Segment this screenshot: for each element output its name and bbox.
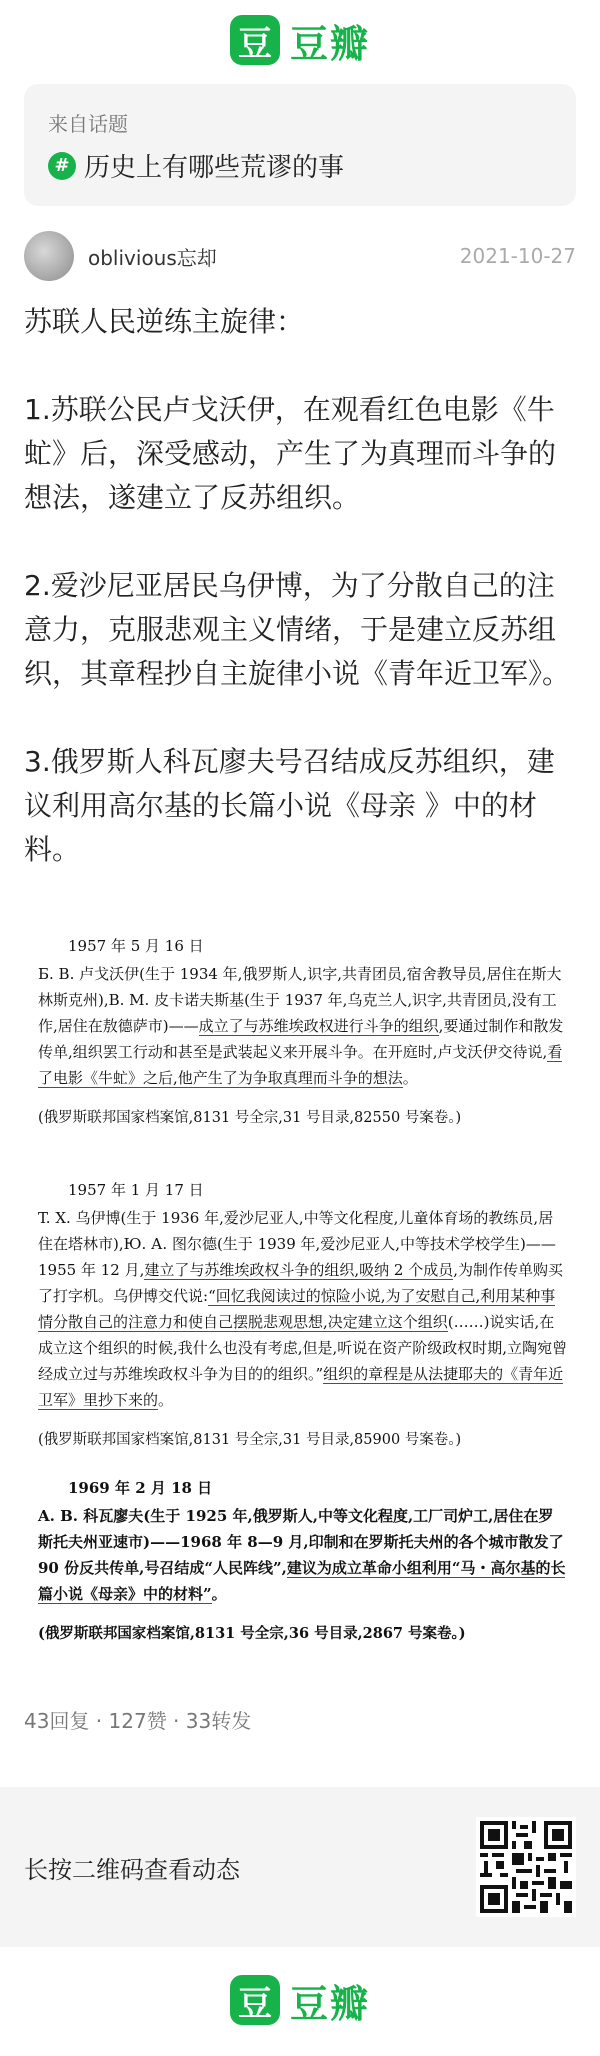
entry-text-part: ,为制作传单购买了打字机。乌伊博交代说: <box>38 1261 563 1305</box>
post-date: 2021-10-27 <box>459 244 576 268</box>
entry-text-part: ,要通过制作和散发传单,组织罢工行动和甚至是武装起义来开展斗争。在开庭时,卢戈沃伊交待说, <box>38 1017 564 1061</box>
topic-from-label: 来自话题 <box>48 112 128 136</box>
entry-text <box>38 1503 568 1607</box>
entry-text <box>38 961 568 1091</box>
brand-name: 豆瓣 <box>289 1981 370 2026</box>
entry-text-part: T. X. 乌伊博(生于 1936 年,爱沙尼亚人,中等文化程度,儿童体育场的教练 <box>38 1209 519 1227</box>
entry-text-part: A. B. 科瓦廖夫(生于 1925 年,俄罗斯人,中等文化程度,工厂司炉工,居住在罗斯托夫州亚速市)——1968 年 8—9 月,印制和在罗斯托夫州的各个城市散发了 90 份反共传单,号召结成“人民阵线”, <box>38 1507 564 1577</box>
post-body <box>24 300 576 916</box>
entry-source: (俄罗斯联邦国家档案馆,8131 号全宗,31 号目录,82550 号案卷。) <box>38 1110 462 1126</box>
top-brand-header <box>0 0 600 80</box>
underlined-text: 建议为成立革命小组利用“马・高尔基的长篇小说《母亲》中的材料” <box>38 1559 566 1603</box>
underlined-text: 成立了与苏维埃政权进行斗争的组织 <box>198 1017 439 1035</box>
entry-source: (俄罗斯联邦国家档案馆,8131 号全宗,36 号目录,2867 号案卷。) <box>38 1625 466 1642</box>
post-paragraph: 2.爱沙尼亚居民乌伊博，为了分散自己的注意力，克服悲观主义情绪，于是建立反苏组织，其章程抄自主旋律小说《青年近卫军》。 <box>24 569 571 690</box>
topic-line[interactable] <box>48 147 552 184</box>
entry-text-part: ,В. М. 皮卡诺夫斯基(生于 1937 年,乌克兰人,识字,共青团员,没有工作,居住在敖德萨市)—— <box>38 991 557 1035</box>
document-entry <box>38 1177 568 1453</box>
entry-text-part: 。 <box>402 1069 418 1087</box>
document-entry <box>38 1475 568 1647</box>
avatar[interactable] <box>24 231 74 281</box>
post-paragraph: 苏联人民逆练主旋律： <box>24 305 305 338</box>
underlined-text: “回忆我阅读过的惊险小说,为了安慰自己,利用某种事情分散自己的注意力和使自己摆脱悲观思想,决定建立这个组织 <box>38 1287 556 1331</box>
entry-text <box>38 1205 568 1413</box>
qr-hint: 长按二维码查看动态 <box>24 1855 240 1884</box>
hashtag-icon: # <box>48 152 76 180</box>
scanned-document-image[interactable] <box>24 925 576 1645</box>
post-paragraph: 1.苏联公民卢戈沃伊，在观看红色电影《牛虻》后，深受感动，产生了为真理而斗争的想法，遂建立了反苏组织。 <box>24 393 557 514</box>
entry-text-part: Б. В. 卢戈沃伊(生于 1934 年,俄罗斯人,识字,共青团员,宿舍教导员,居住在斯大林斯克州) <box>38 965 562 1009</box>
douban-logo-icon: 豆 <box>230 1975 280 2025</box>
qr-section <box>0 1787 600 1947</box>
entry-date: 1969 年 2 月 18 日 <box>68 1479 213 1497</box>
post-paragraph: 3.俄罗斯人科瓦廖夫号召结成反苏组织，建议利用高尔基的长篇小说《母亲 》中的材料。 <box>24 745 555 866</box>
douban-logo-icon: 豆 <box>230 15 280 65</box>
bottom-brand-footer <box>0 1960 600 2040</box>
entry-text-part: (……)说实话,在成立这个组织的时候,我什么也没有考虑,但是,听说在资产阶级政权时期,立陶宛曾经成立过与苏维埃政权斗争为目的的组织。” <box>38 1313 568 1383</box>
entry-text-part: 。 <box>158 1391 174 1409</box>
underlined-text: 组织的章程是从法捷耶夫的《青年近卫军》里抄下来的 <box>38 1365 564 1409</box>
author-row <box>24 230 576 282</box>
topic-card[interactable] <box>24 84 576 206</box>
entry-date: 1957 年 1 月 17 日 <box>68 1181 204 1199</box>
underlined-text: 建立了与苏维埃政权斗争的组织,吸纳 2 个成员 <box>144 1261 454 1279</box>
entry-date: 1957 年 5 月 16 日 <box>68 937 204 955</box>
document-entry <box>38 933 568 1131</box>
author-name[interactable]: oblivious忘却 <box>88 245 217 270</box>
entry-text-part: 员,居住在塔林市),Ю. А. 图尔德(生于 1939 年,爱沙尼亚人,中等技术学校学生)——1955 年 12 月, <box>38 1209 556 1279</box>
brand-name: 豆瓣 <box>289 21 370 66</box>
entry-source: (俄罗斯联邦国家档案馆,8131 号全宗,31 号目录,85900 号案卷。) <box>38 1432 462 1448</box>
underlined-text: 看了电影《牛虻》之后,他产生了为争取真理而斗争的想法 <box>38 1043 563 1087</box>
entry-text-part: 。 <box>211 1585 227 1603</box>
post-stats[interactable]: 43回复 · 127赞 · 33转发 <box>24 1709 252 1733</box>
topic-title[interactable]: 历史上有哪些荒谬的事 <box>84 153 345 183</box>
qr-code-icon[interactable] <box>476 1817 576 1917</box>
